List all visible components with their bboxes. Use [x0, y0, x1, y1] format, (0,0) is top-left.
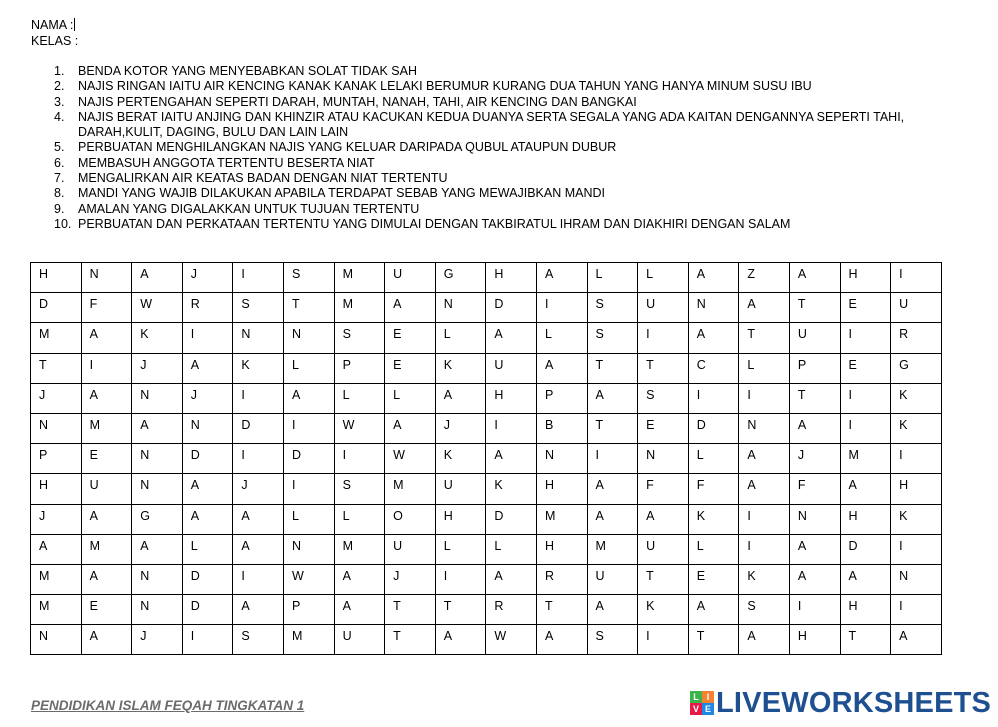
- grid-cell[interactable]: A: [182, 353, 233, 383]
- grid-cell[interactable]: K: [486, 474, 537, 504]
- grid-cell[interactable]: T: [435, 595, 486, 625]
- grid-cell[interactable]: S: [233, 293, 284, 323]
- grid-cell[interactable]: A: [587, 383, 638, 413]
- grid-row: [31, 353, 942, 383]
- grid-cell[interactable]: I: [233, 564, 284, 594]
- grid-cell[interactable]: S: [587, 625, 638, 655]
- grid-row: [31, 564, 942, 594]
- grid-cell[interactable]: U: [435, 474, 486, 504]
- class-label: KELAS :: [31, 34, 79, 48]
- question-text: NAJIS RINGAN IAITU AIR KENCING KANAK KANAK LELAKI BERUMUR KURANG DUA TAHUN YANG HANYA MINUM SUSU IBU: [78, 79, 812, 94]
- grid-cell[interactable]: K: [739, 564, 790, 594]
- grid-cell[interactable]: U: [385, 263, 436, 293]
- grid-cell[interactable]: M: [283, 625, 334, 655]
- name-label: NAMA :: [31, 18, 74, 32]
- grid-cell[interactable]: I: [739, 383, 790, 413]
- grid-cell[interactable]: O: [385, 504, 436, 534]
- grid-cell[interactable]: A: [334, 564, 385, 594]
- grid-cell[interactable]: N: [132, 595, 183, 625]
- grid-cell[interactable]: L: [688, 534, 739, 564]
- grid-cell[interactable]: T: [587, 413, 638, 443]
- grid-cell[interactable]: A: [789, 413, 840, 443]
- grid-cell[interactable]: A: [536, 263, 587, 293]
- word-search-grid: [30, 262, 942, 655]
- grid-cell[interactable]: T: [739, 323, 790, 353]
- question-item: [54, 110, 984, 141]
- grid-row: [31, 474, 942, 504]
- grid-cell[interactable]: A: [739, 444, 790, 474]
- grid-cell[interactable]: R: [486, 595, 537, 625]
- grid-cell[interactable]: A: [486, 444, 537, 474]
- grid-cell[interactable]: A: [233, 504, 284, 534]
- grid-cell[interactable]: L: [435, 323, 486, 353]
- grid-cell[interactable]: L: [536, 323, 587, 353]
- grid-cell[interactable]: L: [385, 383, 436, 413]
- grid-cell[interactable]: H: [840, 263, 891, 293]
- grid-cell[interactable]: I: [638, 323, 689, 353]
- grid-cell[interactable]: W: [385, 444, 436, 474]
- grid-cell[interactable]: F: [789, 474, 840, 504]
- grid-cell[interactable]: U: [587, 564, 638, 594]
- grid-cell[interactable]: U: [81, 474, 132, 504]
- grid-cell[interactable]: A: [385, 293, 436, 323]
- grid-cell[interactable]: J: [31, 504, 82, 534]
- grid-cell[interactable]: L: [283, 504, 334, 534]
- grid-cell[interactable]: H: [891, 474, 942, 504]
- grid-cell[interactable]: N: [638, 444, 689, 474]
- question-number: 9.: [54, 201, 65, 216]
- grid-cell[interactable]: S: [638, 383, 689, 413]
- grid-cell[interactable]: C: [688, 353, 739, 383]
- grid-cell[interactable]: H: [789, 625, 840, 655]
- grid-cell[interactable]: A: [435, 625, 486, 655]
- grid-cell[interactable]: K: [132, 323, 183, 353]
- grid-cell[interactable]: A: [739, 293, 790, 323]
- grid-cell[interactable]: E: [385, 323, 436, 353]
- logo-letter: I: [702, 691, 714, 703]
- grid-cell[interactable]: D: [182, 444, 233, 474]
- grid-cell[interactable]: U: [891, 293, 942, 323]
- grid-cell[interactable]: A: [891, 625, 942, 655]
- grid-cell[interactable]: T: [789, 383, 840, 413]
- grid-row: [31, 413, 942, 443]
- text-caret: [74, 18, 75, 31]
- grid-cell[interactable]: L: [435, 534, 486, 564]
- grid-cell[interactable]: K: [435, 444, 486, 474]
- grid-cell[interactable]: M: [334, 293, 385, 323]
- grid-cell[interactable]: I: [739, 504, 790, 534]
- class-field[interactable]: [31, 34, 78, 48]
- grid-cell[interactable]: T: [31, 353, 82, 383]
- grid-cell[interactable]: D: [486, 504, 537, 534]
- grid-cell[interactable]: E: [840, 293, 891, 323]
- grid-cell[interactable]: I: [283, 413, 334, 443]
- grid-cell[interactable]: A: [587, 474, 638, 504]
- grid-cell[interactable]: I: [840, 383, 891, 413]
- grid-cell[interactable]: S: [283, 263, 334, 293]
- grid-cell[interactable]: A: [81, 625, 132, 655]
- grid-cell[interactable]: A: [233, 595, 284, 625]
- question-number: 10.: [54, 216, 72, 231]
- grid-cell[interactable]: D: [840, 534, 891, 564]
- grid-cell[interactable]: A: [435, 383, 486, 413]
- grid-cell[interactable]: D: [233, 413, 284, 443]
- grid-cell[interactable]: A: [132, 534, 183, 564]
- grid-cell[interactable]: H: [31, 474, 82, 504]
- grid-cell[interactable]: N: [891, 564, 942, 594]
- grid-cell[interactable]: H: [840, 504, 891, 534]
- grid-cell[interactable]: I: [233, 444, 284, 474]
- grid-row: [31, 595, 942, 625]
- grid-cell[interactable]: M: [81, 413, 132, 443]
- grid-cell[interactable]: B: [536, 413, 587, 443]
- grid-cell[interactable]: L: [739, 353, 790, 383]
- grid-cell[interactable]: R: [891, 323, 942, 353]
- grid-cell[interactable]: I: [486, 413, 537, 443]
- grid-cell[interactable]: H: [536, 534, 587, 564]
- grid-cell[interactable]: U: [334, 625, 385, 655]
- grid-cell[interactable]: D: [182, 595, 233, 625]
- question-number: 4.: [54, 109, 65, 124]
- grid-cell[interactable]: N: [435, 293, 486, 323]
- grid-cell[interactable]: A: [31, 534, 82, 564]
- question-item: [54, 64, 984, 79]
- logo-letter: E: [702, 703, 714, 715]
- question-list: [54, 64, 984, 232]
- grid-cell[interactable]: J: [132, 625, 183, 655]
- grid-cell[interactable]: H: [536, 474, 587, 504]
- question-item: [54, 156, 984, 171]
- grid-cell[interactable]: W: [283, 564, 334, 594]
- grid-cell[interactable]: U: [486, 353, 537, 383]
- grid-cell[interactable]: H: [435, 504, 486, 534]
- grid-cell[interactable]: T: [587, 353, 638, 383]
- grid-cell[interactable]: M: [587, 534, 638, 564]
- brand-name: LIVEWORKSHEETS: [716, 687, 992, 719]
- grid-cell[interactable]: J: [385, 564, 436, 594]
- grid-cell[interactable]: P: [283, 595, 334, 625]
- grid-cell[interactable]: S: [233, 625, 284, 655]
- grid-row: [31, 504, 942, 534]
- name-field[interactable]: [31, 18, 75, 32]
- grid-cell[interactable]: G: [132, 504, 183, 534]
- grid-cell[interactable]: H: [486, 383, 537, 413]
- grid-cell[interactable]: R: [182, 293, 233, 323]
- grid-cell[interactable]: Z: [739, 263, 790, 293]
- grid-cell[interactable]: A: [688, 595, 739, 625]
- grid-cell[interactable]: L: [283, 353, 334, 383]
- grid-cell[interactable]: J: [182, 383, 233, 413]
- grid-cell[interactable]: U: [385, 534, 436, 564]
- grid-cell[interactable]: P: [31, 444, 82, 474]
- grid-cell[interactable]: S: [587, 323, 638, 353]
- liveworksheets-logo: [690, 688, 991, 718]
- grid-cell[interactable]: I: [536, 293, 587, 323]
- grid-cell[interactable]: A: [840, 564, 891, 594]
- grid-cell[interactable]: H: [486, 263, 537, 293]
- grid-cell[interactable]: M: [81, 534, 132, 564]
- grid-cell[interactable]: K: [435, 353, 486, 383]
- grid-cell[interactable]: D: [182, 564, 233, 594]
- grid-cell[interactable]: U: [638, 534, 689, 564]
- grid-cell[interactable]: I: [891, 534, 942, 564]
- logo-letter: L: [690, 691, 702, 703]
- grid-cell[interactable]: H: [840, 595, 891, 625]
- grid-cell[interactable]: A: [233, 534, 284, 564]
- grid-cell[interactable]: K: [891, 383, 942, 413]
- question-text: AMALAN YANG DIGALAKKAN UNTUK TUJUAN TERTENTU: [78, 201, 420, 216]
- grid-cell[interactable]: N: [81, 263, 132, 293]
- grid-cell[interactable]: F: [638, 474, 689, 504]
- grid-row: [31, 534, 942, 564]
- grid-cell[interactable]: J: [132, 353, 183, 383]
- question-text: NAJIS PERTENGAHAN SEPERTI DARAH, MUNTAH, NANAH, TAHI, AIR KENCING DAN BANGKAI: [78, 94, 637, 109]
- grid-cell[interactable]: I: [789, 595, 840, 625]
- grid-cell[interactable]: J: [435, 413, 486, 443]
- grid-cell[interactable]: A: [789, 534, 840, 564]
- grid-cell[interactable]: F: [688, 474, 739, 504]
- grid-cell[interactable]: D: [31, 293, 82, 323]
- grid-cell[interactable]: J: [31, 383, 82, 413]
- grid-cell[interactable]: A: [739, 625, 790, 655]
- grid-cell[interactable]: F: [81, 293, 132, 323]
- grid-cell[interactable]: A: [739, 474, 790, 504]
- grid-cell[interactable]: E: [81, 444, 132, 474]
- grid-cell[interactable]: I: [233, 383, 284, 413]
- grid-cell[interactable]: L: [334, 383, 385, 413]
- grid-cell[interactable]: T: [385, 625, 436, 655]
- grid-cell[interactable]: E: [638, 413, 689, 443]
- question-number: 3.: [54, 94, 65, 109]
- grid-cell[interactable]: N: [739, 413, 790, 443]
- grid-cell[interactable]: A: [81, 323, 132, 353]
- grid-cell[interactable]: M: [385, 474, 436, 504]
- grid-cell[interactable]: S: [334, 474, 385, 504]
- question-number: 2.: [54, 79, 65, 94]
- grid-cell[interactable]: W: [334, 413, 385, 443]
- grid-cell[interactable]: I: [840, 413, 891, 443]
- grid-cell[interactable]: I: [283, 474, 334, 504]
- grid-cell[interactable]: E: [840, 353, 891, 383]
- grid-cell[interactable]: I: [840, 323, 891, 353]
- grid-cell[interactable]: I: [81, 353, 132, 383]
- grid-cell[interactable]: A: [587, 504, 638, 534]
- question-number: 5.: [54, 140, 65, 155]
- grid-cell[interactable]: I: [891, 595, 942, 625]
- grid-cell[interactable]: P: [536, 383, 587, 413]
- grid-cell[interactable]: W: [132, 293, 183, 323]
- grid-cell[interactable]: D: [283, 444, 334, 474]
- grid-row: [31, 383, 942, 413]
- subject-title: PENDIDIKAN ISLAM FEQAH TINGKATAN 1: [31, 698, 305, 713]
- grid-cell[interactable]: T: [283, 293, 334, 323]
- question-text: BENDA KOTOR YANG MENYEBABKAN SOLAT TIDAK SAH: [78, 64, 417, 78]
- grid-cell[interactable]: A: [587, 595, 638, 625]
- grid-cell[interactable]: N: [283, 323, 334, 353]
- grid-cell[interactable]: M: [334, 263, 385, 293]
- grid-cell[interactable]: G: [435, 263, 486, 293]
- grid-cell[interactable]: A: [789, 564, 840, 594]
- grid-cell[interactable]: A: [81, 504, 132, 534]
- grid-cell[interactable]: A: [536, 625, 587, 655]
- grid-cell[interactable]: N: [31, 625, 82, 655]
- grid-cell[interactable]: A: [688, 323, 739, 353]
- grid-cell[interactable]: K: [891, 504, 942, 534]
- grid-cell[interactable]: T: [789, 293, 840, 323]
- grid-cell[interactable]: A: [182, 504, 233, 534]
- grid-cell[interactable]: I: [435, 564, 486, 594]
- grid-cell[interactable]: A: [638, 504, 689, 534]
- grid-cell[interactable]: A: [536, 353, 587, 383]
- grid-cell[interactable]: I: [891, 263, 942, 293]
- grid-cell[interactable]: I: [739, 534, 790, 564]
- grid-cell[interactable]: D: [688, 413, 739, 443]
- grid-cell[interactable]: H: [31, 263, 82, 293]
- grid-cell[interactable]: I: [638, 625, 689, 655]
- grid-cell[interactable]: D: [486, 293, 537, 323]
- grid-cell[interactable]: I: [688, 383, 739, 413]
- grid-cell[interactable]: L: [638, 263, 689, 293]
- grid-cell[interactable]: T: [638, 564, 689, 594]
- logo-letter: V: [690, 703, 702, 715]
- grid-cell[interactable]: K: [233, 353, 284, 383]
- grid-cell[interactable]: E: [688, 564, 739, 594]
- grid-cell[interactable]: A: [486, 564, 537, 594]
- grid-cell[interactable]: A: [81, 383, 132, 413]
- grid-row: [31, 625, 942, 655]
- question-item: [54, 79, 984, 94]
- question-text: MEMBASUH ANGGOTA TERTENTU BESERTA NIAT: [78, 155, 375, 170]
- grid-cell[interactable]: A: [840, 474, 891, 504]
- question-text: MANDI YANG WAJIB DILAKUKAN APABILA TERDAPAT SEBAB YANG MEWAJIBKAN MANDI: [78, 186, 605, 201]
- grid-cell[interactable]: A: [688, 263, 739, 293]
- grid-cell[interactable]: G: [891, 353, 942, 383]
- grid-cell[interactable]: I: [334, 444, 385, 474]
- grid-cell[interactable]: N: [789, 504, 840, 534]
- question-item: [54, 202, 984, 217]
- grid-cell[interactable]: A: [486, 323, 537, 353]
- grid-cell[interactable]: T: [536, 595, 587, 625]
- grid-cell[interactable]: T: [638, 353, 689, 383]
- grid-cell[interactable]: M: [334, 534, 385, 564]
- grid-cell[interactable]: A: [81, 564, 132, 594]
- grid-row: [31, 263, 942, 293]
- grid-row: [31, 444, 942, 474]
- question-number: 6.: [54, 155, 65, 170]
- grid-cell[interactable]: K: [891, 413, 942, 443]
- grid-cell[interactable]: L: [182, 534, 233, 564]
- grid-cell[interactable]: T: [840, 625, 891, 655]
- grid-cell[interactable]: K: [688, 504, 739, 534]
- grid-cell[interactable]: N: [132, 383, 183, 413]
- grid-cell[interactable]: J: [233, 474, 284, 504]
- question-item: [54, 140, 984, 155]
- grid-cell[interactable]: M: [536, 504, 587, 534]
- grid-cell[interactable]: A: [182, 474, 233, 504]
- grid-cell[interactable]: I: [587, 444, 638, 474]
- grid-cell[interactable]: S: [334, 323, 385, 353]
- grid-cell[interactable]: A: [789, 263, 840, 293]
- question-text: NAJIS BERAT IAITU ANJING DAN KHINZIR ATAU KACUKAN KEDUA DUANYA SERTA SEGALA YANG ADA KAITAN DENGANNYA SEPERTI TAHI, DARAH,KULIT, DAGING, BULU DAN LAIN LAIN: [78, 109, 905, 140]
- grid-cell[interactable]: M: [31, 595, 82, 625]
- grid-cell[interactable]: S: [587, 293, 638, 323]
- grid-cell[interactable]: N: [31, 413, 82, 443]
- grid-cell[interactable]: T: [688, 625, 739, 655]
- grid-cell[interactable]: N: [233, 323, 284, 353]
- grid-cell[interactable]: M: [31, 564, 82, 594]
- question-item: [54, 171, 984, 186]
- question-text: PERBUATAN MENGHILANGKAN NAJIS YANG KELUAR DARIPADA QUBUL ATAUPUN DUBUR: [78, 140, 617, 155]
- grid-cell[interactable]: A: [132, 263, 183, 293]
- question-number: 7.: [54, 171, 65, 186]
- grid-cell[interactable]: E: [81, 595, 132, 625]
- grid-cell[interactable]: K: [638, 595, 689, 625]
- grid-cell[interactable]: N: [536, 444, 587, 474]
- grid-cell[interactable]: N: [132, 564, 183, 594]
- grid-cell[interactable]: M: [31, 323, 82, 353]
- grid-cell[interactable]: N: [182, 413, 233, 443]
- grid-cell[interactable]: A: [334, 595, 385, 625]
- question-text: MENGALIRKAN AIR KEATAS BADAN DENGAN NIAT TERTENTU: [78, 171, 448, 186]
- grid-cell[interactable]: I: [182, 323, 233, 353]
- grid-cell[interactable]: A: [132, 413, 183, 443]
- question-item: [54, 95, 984, 110]
- grid-row: [31, 293, 942, 323]
- grid-cell[interactable]: A: [283, 383, 334, 413]
- question-number: 8.: [54, 186, 65, 201]
- grid-cell[interactable]: L: [486, 534, 537, 564]
- grid-cell[interactable]: N: [132, 474, 183, 504]
- grid-cell[interactable]: L: [688, 444, 739, 474]
- grid-cell[interactable]: A: [385, 413, 436, 443]
- grid-row: [31, 323, 942, 353]
- grid-cell[interactable]: N: [132, 444, 183, 474]
- grid-cell[interactable]: T: [385, 595, 436, 625]
- grid-cell[interactable]: I: [233, 263, 284, 293]
- grid-cell[interactable]: J: [182, 263, 233, 293]
- grid-cell[interactable]: M: [840, 444, 891, 474]
- grid-cell[interactable]: L: [587, 263, 638, 293]
- question-number: 1.: [54, 64, 65, 78]
- grid-cell[interactable]: J: [789, 444, 840, 474]
- grid-cell[interactable]: L: [334, 504, 385, 534]
- grid-cell[interactable]: I: [182, 625, 233, 655]
- liveworksheets-logo-icon: [690, 691, 714, 715]
- grid-cell[interactable]: S: [739, 595, 790, 625]
- grid-cell[interactable]: R: [536, 564, 587, 594]
- grid-cell[interactable]: P: [334, 353, 385, 383]
- question-item: [54, 186, 984, 201]
- grid-cell[interactable]: I: [891, 444, 942, 474]
- grid-cell[interactable]: N: [688, 293, 739, 323]
- grid-cell[interactable]: U: [789, 323, 840, 353]
- grid-cell[interactable]: W: [486, 625, 537, 655]
- question-item: [54, 217, 984, 232]
- grid-cell[interactable]: N: [283, 534, 334, 564]
- grid-cell[interactable]: P: [789, 353, 840, 383]
- question-text: PERBUATAN DAN PERKATAAN TERTENTU YANG DIMULAI DENGAN TAKBIRATUL IHRAM DAN DIAKHIRI DENGAN SALAM: [78, 216, 791, 231]
- grid-cell[interactable]: U: [638, 293, 689, 323]
- grid-cell[interactable]: E: [385, 353, 436, 383]
